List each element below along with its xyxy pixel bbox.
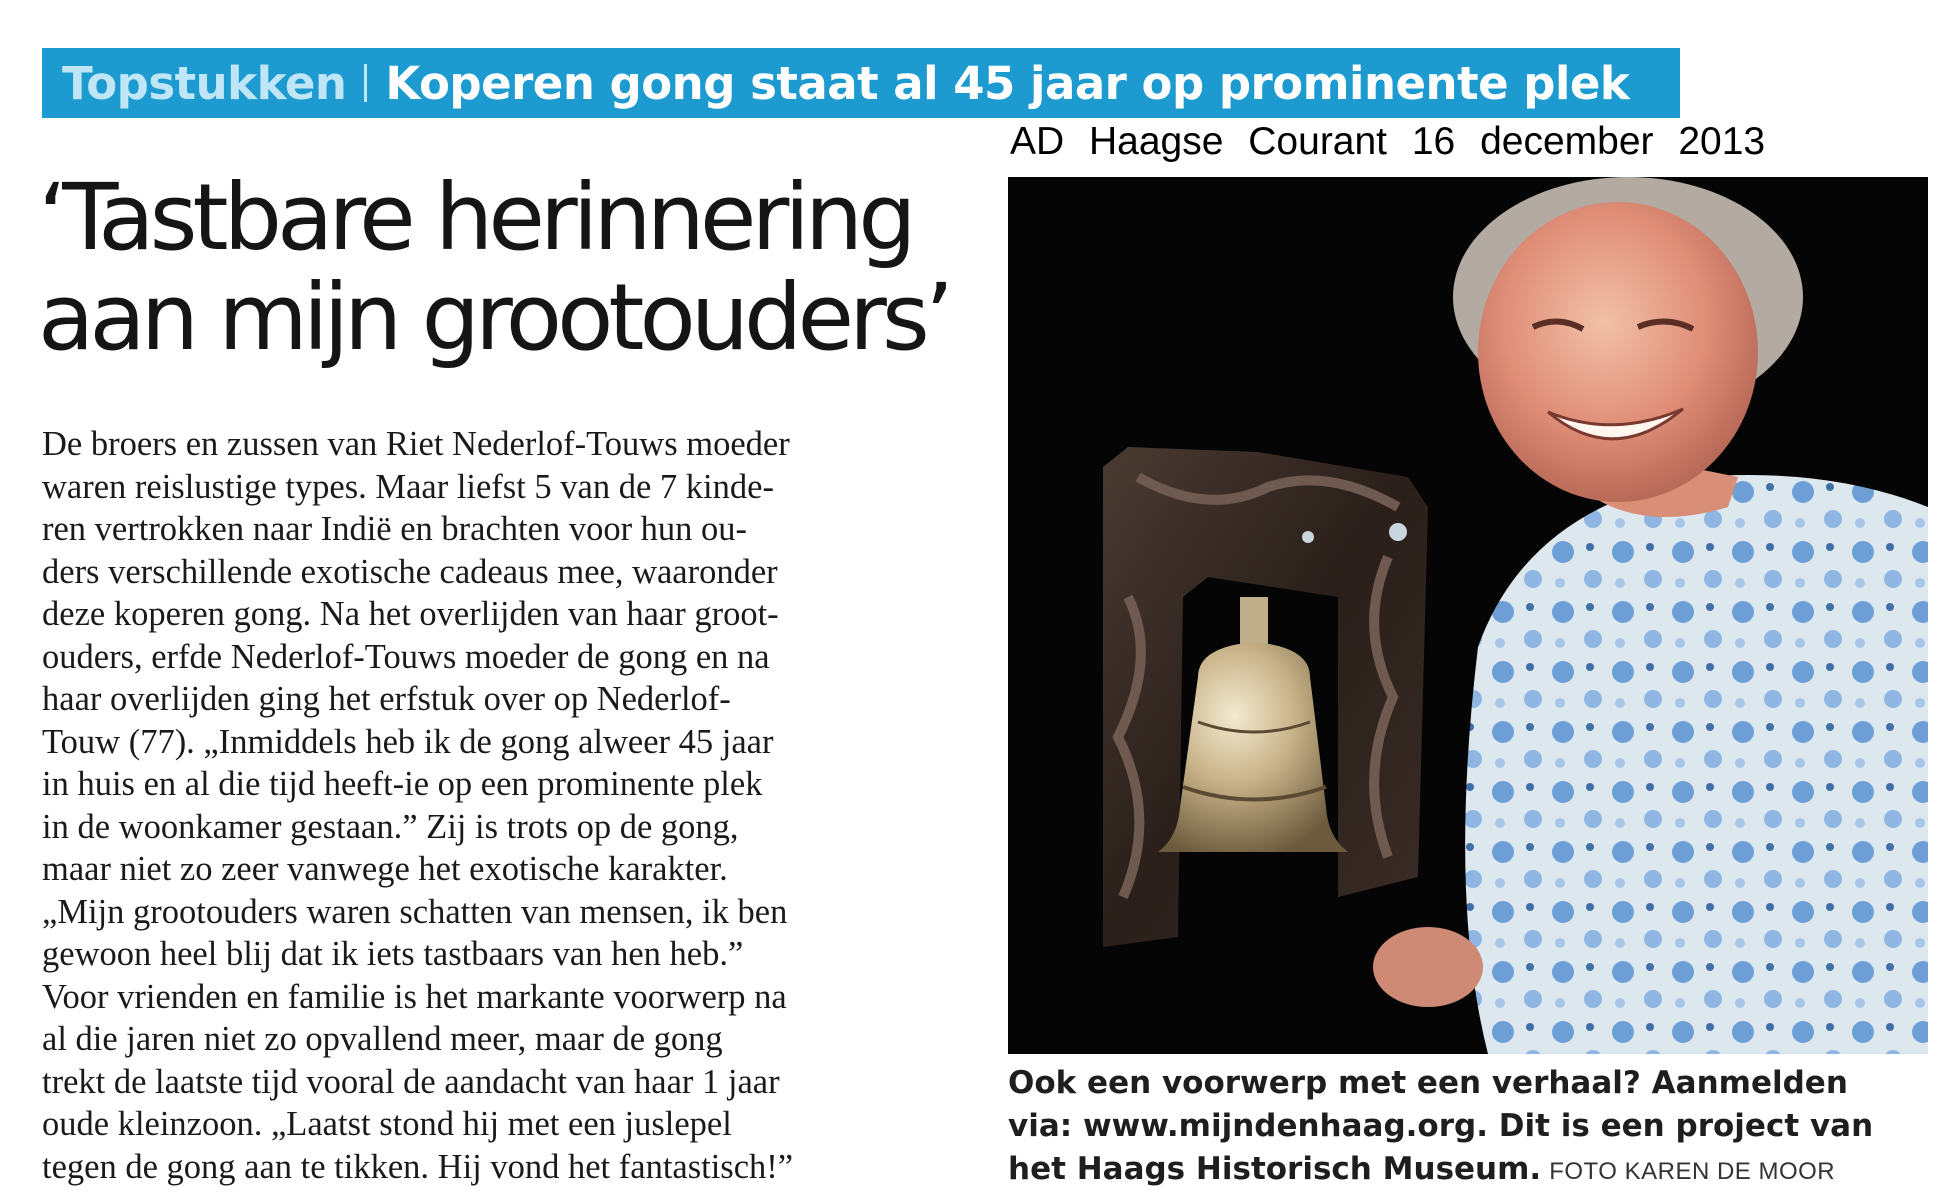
body-line: Voor vrienden en familie is het markante voorwerp na xyxy=(42,977,787,1016)
body-line: ren vertrokken naar Indië en brachten voor hun ou- xyxy=(42,510,748,548)
body-line: oude kleinzoon. „Laatst stond hij met een juslepel xyxy=(42,1105,732,1143)
body-line: ders verschillende exotische cadeaus mee, waaronder xyxy=(42,552,778,591)
body-line: „Mijn grootouders waren schatten van mensen, ik ben xyxy=(42,892,788,931)
article-body xyxy=(42,423,982,1188)
section-header-bar xyxy=(42,48,1680,118)
body-line: tegen de gong aan te tikken. Hij vond het fantastisch!” xyxy=(42,1147,794,1186)
source-citation: AD Haagse Courant 16 december 2013 xyxy=(1010,120,1766,163)
body-line: maar niet zo zeer vanwege het exotische karakter. xyxy=(42,850,728,888)
header-title: Koperen gong staat al 45 jaar op prominente plek xyxy=(385,56,1630,110)
caption-line-1: Ook een voorwerp met een verhaal? Aanmelden xyxy=(1008,1065,1848,1101)
body-line: De broers en zussen van Riet Nederlof-Touws moeder xyxy=(42,425,790,463)
body-line: ouders, erfde Nederlof-Touws moeder de gong en na xyxy=(42,637,770,676)
article-headline xyxy=(38,164,978,371)
caption-line-3-text: het Haags Historisch Museum. xyxy=(1008,1151,1542,1187)
caption-line-3 xyxy=(1008,1148,1938,1193)
headline-line-2: aan mijn grootouders’ xyxy=(38,264,950,371)
section-label: Topstukken xyxy=(62,56,347,110)
body-line: gewoon heel blij dat ik iets tastbaars van hen heb.” xyxy=(42,935,744,973)
body-line: deze koperen gong. Na het overlijden van haar groot- xyxy=(42,595,779,633)
body-line: Touw (77). „Inmiddels heb ik de gong alweer 45 jaar xyxy=(42,722,774,761)
headline-line-1: ‘Tastbare herinnering xyxy=(38,164,912,271)
article-photo xyxy=(1008,177,1928,1054)
body-line: in de woonkamer gestaan.” Zij is trots op de gong, xyxy=(42,807,739,846)
caption-line-2: via: www.mijndenhaag.org. Dit is een project van xyxy=(1008,1108,1874,1144)
body-line: in huis en al die tijd heeft-ie op een prominente plek xyxy=(42,765,763,803)
photo-illustration xyxy=(1008,177,1928,1054)
photo-caption xyxy=(1008,1062,1938,1193)
body-line: al die jaren niet zo opvallend meer, maar de gong xyxy=(42,1020,723,1058)
photo-credit: FOTO KAREN DE MOOR xyxy=(1549,1158,1836,1185)
body-line: waren reislustige types. Maar liefst 5 van de 7 kinde- xyxy=(42,467,774,506)
header-divider xyxy=(364,64,367,102)
body-line: trekt de laatste tijd vooral de aandacht van haar 1 jaar xyxy=(42,1062,780,1101)
body-line: haar overlijden ging het erfstuk over op Nederlof- xyxy=(42,680,731,718)
